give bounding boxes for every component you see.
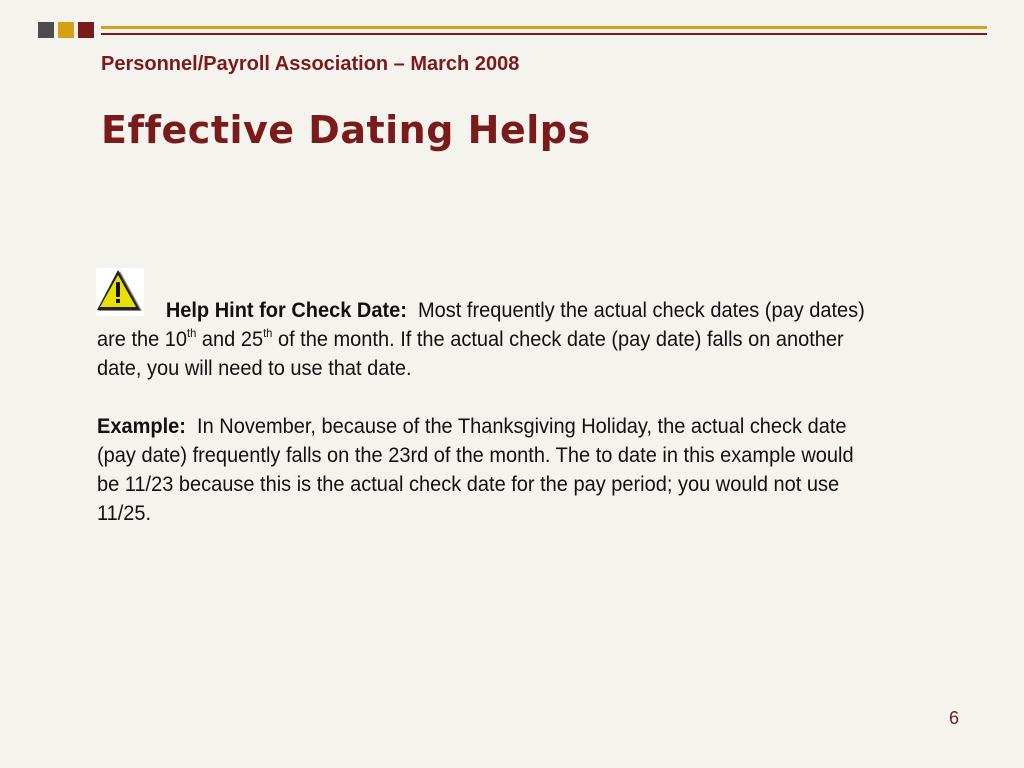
slide-title: Effective Dating Helps [101, 108, 591, 152]
example-paragraph [97, 412, 878, 528]
help-hint-paragraph [97, 296, 878, 383]
decor-square-gray [38, 22, 54, 38]
help-hint-text-3: of the month. If the actual check date (pay date) falls on another date, you will need to use that date. [97, 327, 844, 380]
help-hint-label: Help Hint for Check Date: [165, 298, 407, 322]
header-rule-gold [101, 26, 987, 29]
help-hint-text-2: and 25 [196, 327, 264, 351]
help-hint-text-1: Most frequently the actual check dates (pay dates) are the 10 [97, 298, 865, 351]
page-number: 6 [949, 708, 960, 728]
example-label: Example: [97, 414, 186, 438]
slide-subtitle: Personnel/Payroll Association – March 2008 [101, 53, 520, 75]
decor-square-gold [58, 22, 74, 38]
slide-body [97, 296, 878, 528]
decor-square-maroon [78, 22, 94, 38]
header-rule-maroon [101, 33, 987, 35]
superscript-th-2: th [263, 326, 273, 340]
superscript-th-1: th [187, 326, 197, 340]
example-text: In November, because of the Thanksgiving Holiday, the actual check date (pay date) frequently falls on the 23rd of the month. The to date in this example would be 11/23 because this is the actual check date for the pay period; you would not use 11/25. [97, 414, 854, 525]
